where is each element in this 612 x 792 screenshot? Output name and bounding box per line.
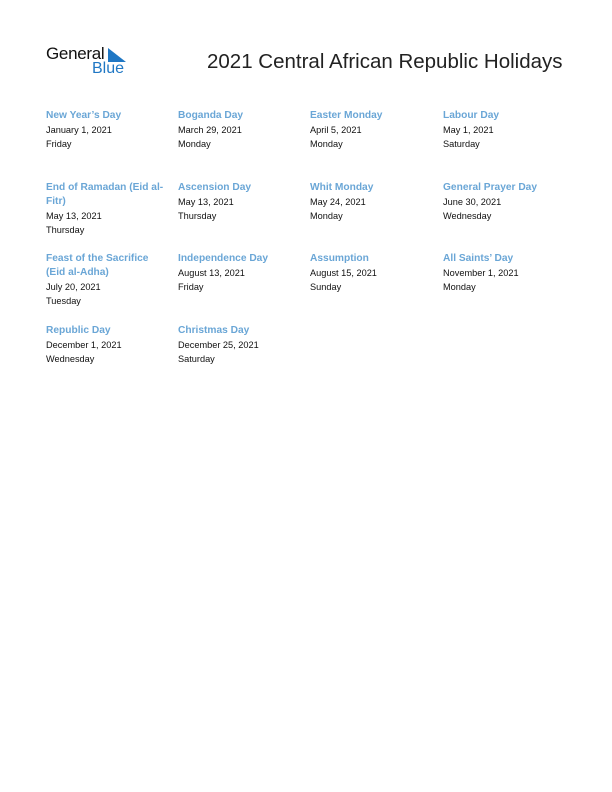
holiday-weekday: Monday <box>310 211 343 221</box>
holiday-item <box>46 252 170 308</box>
holiday-date: December 1, 2021 <box>46 340 122 350</box>
holiday-date: March 29, 2021 <box>178 125 242 135</box>
holiday-weekday: Friday <box>46 139 72 149</box>
holiday-date: April 5, 2021 <box>310 125 362 135</box>
general-blue-logo <box>46 44 130 80</box>
holiday-weekday: Wednesday <box>443 211 492 221</box>
holiday-date: May 1, 2021 <box>443 125 494 135</box>
holiday-item <box>443 252 567 294</box>
holiday-name: Labour Day <box>443 110 500 121</box>
holiday-date: August 13, 2021 <box>178 268 245 278</box>
holiday-date: January 1, 2021 <box>46 125 112 135</box>
holiday-weekday: Friday <box>178 282 204 292</box>
holiday-item <box>178 324 302 366</box>
holiday-date: July 20, 2021 <box>46 282 101 292</box>
holiday-item <box>310 181 434 223</box>
holiday-date: December 25, 2021 <box>178 340 259 350</box>
holiday-weekday: Tuesday <box>46 296 81 306</box>
holiday-name: Boganda Day <box>178 110 244 121</box>
holiday-name: New Year’s Day <box>46 110 122 121</box>
holiday-name: Ascension Day <box>178 182 252 193</box>
holiday-item <box>310 252 434 294</box>
holiday-weekday: Thursday <box>178 211 217 221</box>
holiday-name: Independence Day <box>178 253 269 264</box>
holiday-weekday: Saturday <box>178 354 215 364</box>
holiday-date: May 13, 2021 <box>46 211 102 221</box>
holiday-name: Easter Monday <box>310 110 383 121</box>
logo-text-blue: Blue <box>92 60 125 77</box>
holiday-item <box>46 109 170 151</box>
holiday-weekday: Monday <box>443 282 476 292</box>
holiday-name: General Prayer Day <box>443 182 538 193</box>
holiday-item <box>443 181 567 223</box>
holiday-name: Republic Day <box>46 325 111 336</box>
holiday-date: May 13, 2021 <box>178 197 234 207</box>
holiday-item <box>443 109 567 151</box>
holiday-date: November 1, 2021 <box>443 268 519 278</box>
holiday-weekday: Monday <box>310 139 343 149</box>
holiday-date: June 30, 2021 <box>443 197 502 207</box>
holiday-date: May 24, 2021 <box>310 197 366 207</box>
holiday-item <box>178 109 302 151</box>
holiday-weekday: Saturday <box>443 139 480 149</box>
holiday-name: Christmas Day <box>178 325 250 336</box>
holiday-item <box>46 324 170 366</box>
holiday-name: End of Ramadan (Eid al-Fitr) <box>46 182 164 207</box>
holiday-name: Assumption <box>310 253 369 264</box>
holiday-name: All Saints’ Day <box>443 253 514 264</box>
holiday-item <box>178 181 302 223</box>
holiday-item <box>46 181 170 237</box>
logo-text-general: General <box>46 44 105 63</box>
holiday-item <box>178 252 302 294</box>
holiday-weekday: Sunday <box>310 282 342 292</box>
holiday-weekday: Wednesday <box>46 354 95 364</box>
holiday-date: August 15, 2021 <box>310 268 377 278</box>
holiday-weekday: Thursday <box>46 225 85 235</box>
holiday-item <box>310 109 434 151</box>
holiday-weekday: Monday <box>178 139 211 149</box>
holiday-name: Whit Monday <box>310 182 374 193</box>
holiday-name: Feast of the Sacrifice (Eid al-Adha) <box>46 253 149 278</box>
page-title: 2021 Central African Republic Holidays <box>207 50 563 73</box>
